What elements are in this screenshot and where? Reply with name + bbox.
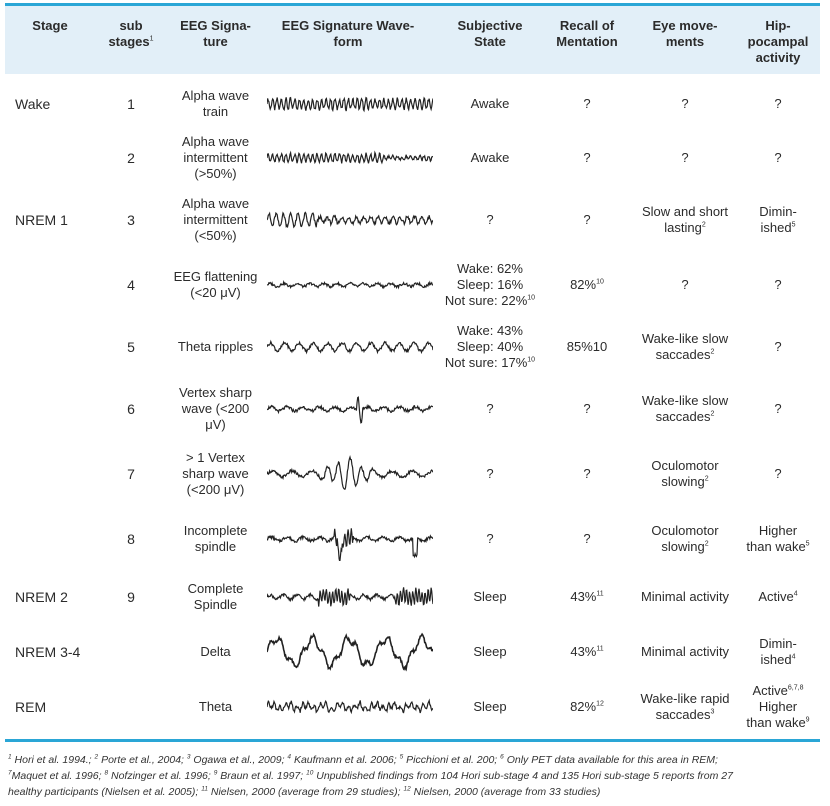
table-row bbox=[5, 130, 820, 186]
waveform-cell bbox=[265, 624, 435, 680]
footnotes bbox=[8, 752, 820, 800]
eeg-trace bbox=[267, 282, 433, 287]
subjective-state-cell bbox=[439, 378, 541, 440]
eye-movements-cell bbox=[633, 78, 737, 130]
eye-movements-cell: Wake-like slow saccades$^2$ bbox=[641, 331, 729, 362]
recall-value: ? bbox=[583, 401, 591, 416]
cell-text: Dimin- bbox=[759, 204, 797, 219]
recall-cell: 82%$^{12}$ bbox=[570, 699, 604, 714]
recall-cell bbox=[545, 130, 629, 186]
cell-text: Sleep bbox=[473, 589, 507, 604]
header-hippocampal: Hip- pocampal activity bbox=[747, 18, 809, 65]
cell-text: Wake: 62% bbox=[456, 261, 523, 276]
hippocampal-cell: Active$^{6,7,8}$ Higher than wake$^9$ bbox=[746, 683, 810, 730]
substage-cell bbox=[101, 440, 161, 508]
cell-text: Sleep: 40% bbox=[456, 339, 524, 354]
footnote-line-1: $^1$ Hori et al. 1994.; $^2$ Porte et al., 2004; $^3$ Ogawa et al., 2009; $^4$ Kaufmann et al. 2006; $^5$ Picchioni et al. 200; $^6$ Only PET data available for this area in REM; bbox=[8, 753, 718, 766]
eeg-waveform-icon bbox=[267, 692, 433, 722]
eye-movements-cell: Wake-like rapid saccades$^3$ bbox=[640, 691, 730, 722]
substage-number: 5 bbox=[127, 339, 135, 355]
stage-cell bbox=[15, 508, 95, 570]
cell-text: Wake-like slow bbox=[641, 393, 729, 408]
eeg-trace bbox=[267, 97, 433, 111]
recall-cell bbox=[545, 316, 629, 378]
eye-movements-cell: Oculomotor slowing$^2$ bbox=[651, 523, 719, 554]
cell-text: Vertex sharp bbox=[179, 385, 252, 400]
waveform-cell bbox=[265, 378, 435, 440]
waveform-cell bbox=[265, 508, 435, 570]
cell-text: Alpha wave bbox=[181, 134, 250, 149]
substage-number: 3 bbox=[127, 212, 135, 228]
cell-text: saccades bbox=[655, 347, 711, 362]
cell-text: ? bbox=[774, 277, 782, 292]
eeg-signature-cell bbox=[173, 378, 258, 440]
table-row bbox=[5, 508, 820, 570]
cell-text: ? bbox=[681, 96, 689, 111]
table-row bbox=[5, 78, 820, 130]
recall-value: ? bbox=[583, 531, 591, 546]
cell-text: Complete bbox=[187, 581, 244, 596]
substage-cell bbox=[101, 570, 161, 624]
cell-text: Higher bbox=[758, 699, 798, 714]
hippocampal-cell bbox=[739, 130, 817, 186]
cell-text: ? bbox=[681, 277, 689, 292]
cell-text: ? bbox=[486, 531, 494, 546]
substage-number: 9 bbox=[127, 589, 135, 605]
header-waveform: EEG Signature Wave- form bbox=[281, 18, 415, 49]
substage-number: 7 bbox=[127, 466, 135, 482]
hippocampal-cell: Higher than wake$^5$ bbox=[746, 523, 810, 554]
cell-text: Not sure: 17% bbox=[444, 355, 528, 370]
waveform-cell bbox=[265, 186, 435, 254]
cell-text: Slow and short bbox=[642, 204, 728, 219]
eeg-signature-cell bbox=[173, 680, 258, 734]
subjective-state-cell bbox=[439, 440, 541, 508]
eeg-trace bbox=[267, 457, 433, 489]
recall-value: 82% bbox=[570, 277, 597, 292]
cell-text: ished bbox=[760, 652, 792, 667]
cell-text: Minimal activity bbox=[640, 589, 730, 604]
eye-movements-cell: Oculomotor slowing$^2$ bbox=[651, 458, 719, 489]
eeg-trace bbox=[267, 397, 433, 423]
recall-cell bbox=[545, 78, 629, 130]
cell-text: ? bbox=[774, 96, 782, 111]
cell-text: saccades bbox=[655, 707, 711, 722]
substage-number: 6 bbox=[127, 401, 135, 417]
waveform-cell bbox=[265, 254, 435, 316]
header-subjective-state: Subjective State bbox=[457, 18, 523, 49]
eeg-waveform-icon bbox=[267, 452, 433, 496]
cell-text: Dimin- bbox=[759, 636, 797, 651]
waveform-cell bbox=[265, 440, 435, 508]
cell-text: Alpha wave bbox=[181, 88, 250, 103]
substage-cell bbox=[101, 624, 161, 680]
cell-text: Incomplete bbox=[183, 523, 248, 538]
eeg-trace bbox=[267, 212, 433, 227]
stage-cell bbox=[15, 680, 95, 734]
recall-value: 85%10 bbox=[566, 339, 608, 354]
recall-cell: 43%$^{11}$ bbox=[570, 589, 604, 604]
substage-cell bbox=[101, 186, 161, 254]
substage-number: 8 bbox=[127, 531, 135, 547]
cell-text: Spindle bbox=[193, 597, 238, 612]
waveform-cell bbox=[265, 78, 435, 130]
cell-text: ? bbox=[486, 212, 494, 227]
eye-movements-cell bbox=[633, 624, 737, 680]
cell-text: Theta ripples bbox=[177, 339, 254, 354]
cell-text: Sleep: 16% bbox=[456, 277, 524, 292]
eye-movements-cell bbox=[633, 254, 737, 316]
stage-cell bbox=[15, 254, 95, 316]
cell-text: Alpha wave bbox=[181, 196, 250, 211]
cell-text: > 1 Vertex bbox=[186, 450, 245, 465]
cell-text: Delta bbox=[200, 644, 231, 659]
eeg-trace bbox=[267, 342, 433, 353]
cell-text: (>50%) bbox=[194, 166, 237, 181]
table-row bbox=[5, 316, 820, 378]
cell-text: intermittent bbox=[183, 150, 248, 165]
eeg-waveform-icon bbox=[267, 629, 433, 675]
footnote-line-3: healthy participants (Nielsen et al. 2005); $^{11}$ Nielsen, 2000 (average from 29 studies); $^{12}$ Nielsen, 2000 (average from 33 studies) bbox=[8, 785, 601, 798]
subjective-state-cell bbox=[439, 186, 541, 254]
cell-text: Not sure: 22% bbox=[444, 293, 528, 308]
cell-text: lasting bbox=[664, 220, 702, 235]
stage-label: NREM 2 bbox=[15, 589, 68, 605]
waveform-cell bbox=[265, 316, 435, 378]
eeg-waveform-icon bbox=[267, 205, 433, 235]
cell-text: saccades bbox=[655, 409, 711, 424]
hippocampal-cell: Dimin- ished$^4$ bbox=[759, 636, 797, 667]
stage-label: Wake bbox=[15, 96, 51, 112]
stage-label: REM bbox=[15, 699, 47, 715]
cell-text: Awake bbox=[470, 150, 510, 165]
subjective-state-cell bbox=[439, 570, 541, 624]
recall-value: 82% bbox=[570, 699, 597, 714]
cell-text: (<50%) bbox=[194, 228, 237, 243]
table-header bbox=[5, 6, 820, 74]
eeg-waveform-icon bbox=[267, 332, 433, 362]
header-eeg-signature: EEG Signa- ture bbox=[180, 18, 251, 49]
hippocampal-cell: Dimin- ished$^5$ bbox=[759, 204, 797, 235]
recall-value: 43% bbox=[570, 589, 597, 604]
cell-text: (<20 μV) bbox=[190, 285, 241, 300]
table-row bbox=[5, 570, 820, 624]
recall-value: 43% bbox=[570, 644, 597, 659]
footnote-line-2: $^7$Maquet et al. 1996; $^8$ Nofzinger et al. 1996; $^9$ Braun et al. 1997; $^{10}$ Unpublished findings from 104 Hori sub-stage 4 and 135 Hori sub-stage 5 reports from 27 bbox=[8, 769, 733, 782]
recall-value: ? bbox=[583, 150, 591, 165]
hippocampal-cell bbox=[739, 440, 817, 508]
header-substages: sub stages$^1$ bbox=[108, 18, 154, 49]
substage-cell bbox=[101, 378, 161, 440]
header-eye-movements: Eye move- ments bbox=[652, 18, 718, 49]
eeg-waveform-icon bbox=[267, 517, 433, 561]
cell-text: wave (<200 bbox=[181, 401, 250, 416]
recall-value: ? bbox=[583, 466, 591, 481]
eeg-trace bbox=[267, 587, 433, 606]
stage-cell bbox=[15, 624, 95, 680]
cell-text: Wake-like slow bbox=[641, 331, 729, 346]
recall-value: ? bbox=[583, 212, 591, 227]
eeg-signature-cell bbox=[173, 440, 258, 508]
stage-label: NREM 1 bbox=[15, 212, 68, 228]
cell-text: Oculomotor bbox=[651, 523, 719, 538]
cell-text: ? bbox=[486, 466, 494, 481]
recall-cell bbox=[545, 186, 629, 254]
eeg-trace bbox=[267, 528, 433, 561]
recall-cell bbox=[545, 440, 629, 508]
eeg-signature-cell bbox=[173, 78, 258, 130]
cell-text: train bbox=[202, 104, 229, 119]
waveform-cell bbox=[265, 680, 435, 734]
eeg-signature-cell bbox=[173, 624, 258, 680]
hippocampal-cell bbox=[739, 78, 817, 130]
cell-text: than wake bbox=[746, 539, 806, 554]
stage-cell bbox=[15, 570, 95, 624]
cell-text: slowing bbox=[661, 539, 705, 554]
cell-text: ished bbox=[760, 220, 792, 235]
eeg-signature-cell bbox=[173, 186, 258, 254]
cell-text: Sleep bbox=[473, 644, 507, 659]
recall-value: ? bbox=[583, 96, 591, 111]
subjective-state-cell bbox=[439, 78, 541, 130]
cell-text: ? bbox=[774, 401, 782, 416]
waveform-cell bbox=[265, 570, 435, 624]
table-row bbox=[5, 254, 820, 316]
cell-text: Awake bbox=[470, 96, 510, 111]
substage-cell bbox=[101, 254, 161, 316]
cell-text: ? bbox=[681, 150, 689, 165]
cell-text: EEG flattening bbox=[173, 269, 258, 284]
header-stage: Stage bbox=[32, 18, 68, 33]
waveform-cell bbox=[265, 130, 435, 186]
substage-cell bbox=[101, 78, 161, 130]
eye-movements-cell: Wake-like slow saccades$^2$ bbox=[641, 393, 729, 424]
eeg-waveform-icon bbox=[267, 394, 433, 424]
cell-text: μV) bbox=[205, 417, 226, 432]
table-row bbox=[5, 186, 820, 254]
eeg-signature-cell bbox=[173, 508, 258, 570]
cell-text: Theta bbox=[198, 699, 233, 714]
eeg-waveform-icon bbox=[267, 582, 433, 612]
eeg-signature-cell bbox=[173, 254, 258, 316]
cell-text: Wake-like rapid bbox=[640, 691, 730, 706]
hippocampal-cell bbox=[739, 254, 817, 316]
header-recall: Recall of Mentation bbox=[556, 18, 618, 49]
cell-text: Oculomotor bbox=[651, 458, 719, 473]
eeg-signature-cell bbox=[173, 316, 258, 378]
recall-cell bbox=[545, 508, 629, 570]
hippocampal-cell bbox=[739, 316, 817, 378]
stage-cell bbox=[15, 186, 95, 254]
table-row bbox=[5, 624, 820, 680]
table-row bbox=[5, 440, 820, 508]
cell-text: ? bbox=[774, 339, 782, 354]
recall-cell: 82%$^{10}$ bbox=[570, 277, 604, 292]
table-row bbox=[5, 378, 820, 440]
eeg-trace bbox=[267, 634, 433, 669]
substage-number: 1 bbox=[127, 96, 135, 112]
cell-text: intermittent bbox=[183, 212, 248, 227]
stage-cell bbox=[15, 78, 95, 130]
table-row bbox=[5, 680, 820, 734]
recall-cell bbox=[545, 378, 629, 440]
subjective-state-cell bbox=[439, 680, 541, 734]
cell-text: Wake: 43% bbox=[456, 323, 523, 338]
stage-cell bbox=[15, 130, 95, 186]
cell-text: ? bbox=[774, 466, 782, 481]
substage-cell bbox=[101, 130, 161, 186]
subjective-state-cell bbox=[439, 624, 541, 680]
eye-movements-cell bbox=[633, 130, 737, 186]
hippocampal-cell: Active$^4$ bbox=[758, 589, 798, 604]
substage-number: 4 bbox=[127, 277, 135, 293]
stage-cell bbox=[15, 378, 95, 440]
subjective-state-cell bbox=[439, 130, 541, 186]
subjective-state-cell: Wake: 62% Sleep: 16% Not sure: 22%$^{10}$ bbox=[444, 261, 536, 308]
substage-cell bbox=[101, 680, 161, 734]
eeg-trace bbox=[267, 700, 433, 713]
substage-cell bbox=[101, 316, 161, 378]
eeg-waveform-icon bbox=[267, 143, 433, 173]
cell-text: sharp wave bbox=[182, 466, 249, 481]
subjective-state-cell bbox=[439, 508, 541, 570]
substage-number: 2 bbox=[127, 150, 135, 166]
cell-text: spindle bbox=[194, 539, 237, 554]
eeg-signature-cell bbox=[173, 570, 258, 624]
cell-text: ? bbox=[774, 150, 782, 165]
cell-text: slowing bbox=[661, 474, 705, 489]
eeg-waveform-icon bbox=[267, 270, 433, 300]
substage-cell bbox=[101, 508, 161, 570]
cell-text: ? bbox=[486, 401, 494, 416]
table-bottom-rule bbox=[5, 739, 820, 742]
stage-cell bbox=[15, 316, 95, 378]
cell-text: Active bbox=[758, 589, 794, 604]
eye-movements-cell bbox=[633, 570, 737, 624]
cell-text: Sleep bbox=[473, 699, 507, 714]
hippocampal-cell bbox=[739, 378, 817, 440]
eeg-waveform-icon bbox=[267, 89, 433, 119]
cell-text: than wake bbox=[746, 715, 806, 730]
stage-cell bbox=[15, 440, 95, 508]
eeg-signature-cell bbox=[173, 130, 258, 186]
cell-text: (<200 μV) bbox=[186, 482, 245, 497]
subjective-state-cell: Wake: 43% Sleep: 40% Not sure: 17%$^{10}$ bbox=[444, 323, 536, 370]
stage-label: NREM 3-4 bbox=[15, 644, 81, 660]
cell-text: Minimal activity bbox=[640, 644, 730, 659]
eeg-trace bbox=[267, 153, 433, 164]
eye-movements-cell: Slow and short lasting$^2$ bbox=[642, 204, 728, 235]
cell-text: Active bbox=[752, 683, 788, 698]
cell-text: Higher bbox=[758, 523, 798, 538]
recall-cell: 43%$^{11}$ bbox=[570, 644, 604, 659]
